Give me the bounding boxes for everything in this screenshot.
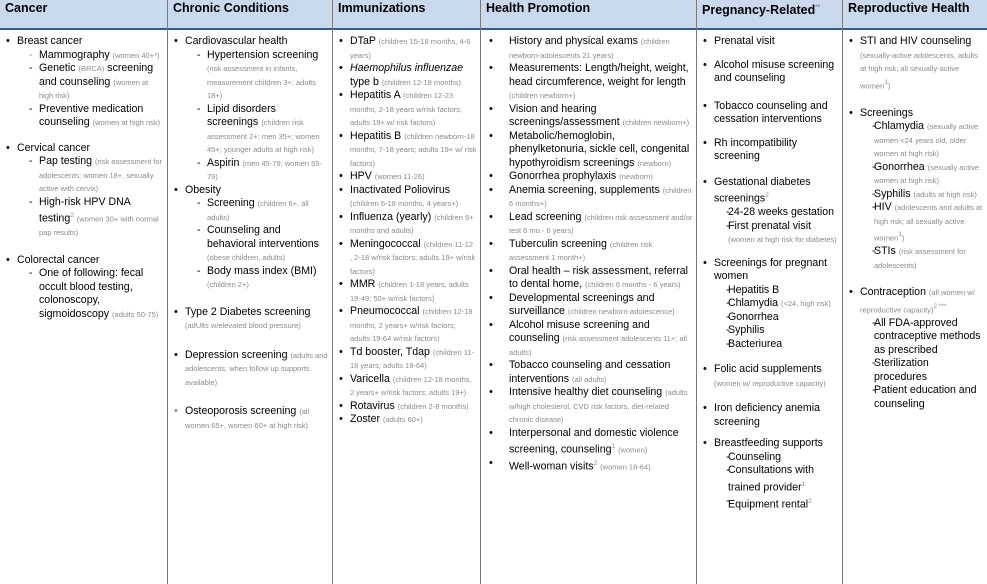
- list-item: - Sterilization procedures: [860, 357, 984, 384]
- list-item: • Intensive healthy diet counseling (adults w/high cholesterol, CVD risk factors, diet-related chronic disease): [487, 386, 693, 427]
- list-item: - Gonorrhea (sexually active women at high risk): [860, 161, 984, 188]
- list-item: • Screenings for pregnant women - Hepatitis B - Chlamydia (<24, high risk) - Gonorrhea - Syphilis - Bacteriurea: [701, 257, 839, 352]
- list-item: - Chlamydia (sexually active women <24 years old, older women at high risk): [860, 120, 984, 161]
- list-item: - HIV (adolescents and adults at high risk; all sexually active women$^1$): [860, 201, 984, 245]
- list-item: - Chlamydia (<24, high risk): [714, 297, 839, 311]
- list-item: - First prenatal visit (women at high risk for diabetes): [714, 220, 839, 247]
- column-chronic-conditions: [168, 0, 333, 584]
- list-item: • Well-woman visits$^2$ (women 18-64): [487, 457, 693, 474]
- list-item: • Measurements: Length/height, weight, head circumference, weight for length (children newborn+): [487, 62, 693, 103]
- list-item: • HPV (women 11-26): [337, 170, 477, 184]
- header-reproductive-health: Reproductive Health: [843, 0, 987, 30]
- list-item: • Metabolic/hemoglobin, phenylketonuria, sickle cell, congenital hypothyroidism screenings (newborn): [487, 130, 693, 171]
- list-item: • Depression screening (adults and adolescents, when follow up supports available): [172, 349, 329, 390]
- list-item: • Colorectal cancer - One of following: fecal occult blood testing, colonoscopy, sigmoidoscopy (adults 50-75): [4, 254, 164, 322]
- column-pregnancy-related: [697, 0, 843, 584]
- list-item: - Hepatitis B: [714, 284, 839, 298]
- list-item: - Syphilis (adults at high risk): [860, 188, 984, 202]
- list-item: • Interpersonal and domestic violence screening, counseling$^1$ (women): [487, 427, 693, 458]
- list-item: • Tobacco counseling and cessation interventions (all adults): [487, 359, 693, 386]
- list-item: • Alcohol misuse screening and counseling (risk assessment adolescents 11+; all adults): [487, 319, 693, 360]
- list-item: - Counseling: [714, 451, 839, 465]
- list-item: - Pap testing (risk assessment for adolescents; women 18+, sexually active with cervix): [17, 155, 164, 196]
- list-item: • Alcohol misuse screening and counseling: [701, 59, 839, 86]
- list-item: • Folic acid supplements (women w/ reproductive capacity): [701, 363, 839, 390]
- list-item: • MMR (children 1-18 years; adults 19-49; 50+ w/risk factors): [337, 278, 477, 305]
- list-item: - 24-28 weeks gestation: [714, 206, 839, 220]
- header-chronic-conditions: Chronic Conditions: [168, 0, 332, 30]
- column-health-promotion: [481, 0, 697, 584]
- list-item: • Hepatitis B (children newborn-18 months, 7-18 years; adults 19+ w/ risk factors): [337, 130, 477, 171]
- list-item: • Td booster, Tdap (children 11-18 years; adults 19-64): [337, 346, 477, 373]
- list-item: - Screening (children 6+, all adults): [185, 197, 329, 224]
- list-item: • Rh incompatibility screening: [701, 137, 839, 164]
- header-immunizations: Immunizations: [333, 0, 480, 30]
- list-item: • Inactivated Poliovirus (children 6-18 months, 4 years+): [337, 184, 477, 211]
- list-item: • Meningococcal (children 11-12 , 2-18 w/risk factors; adults 19+ w/risk factors): [337, 238, 477, 279]
- list-item: • Cardiovascular health - Hypertension screening (risk assessment in infants, measurement children 3+; adults 18+) - Lipid disorders screenings (children risk assessment 2+: men 35+; women 45+; younger adults at high risk) - Aspirin (men 45-79; women 55-79): [172, 35, 329, 184]
- list-item: - All FDA-approved contraceptive methods as prescribed: [860, 317, 984, 358]
- list-item: • STI and HIV counseling (sexually-active adolescents, adults at high risk; all sexually-active women$^1$): [847, 35, 984, 93]
- list-item: • Rotavirus (children 2-8 months): [337, 400, 477, 414]
- header-pregnancy-related: Pregnancy-Related**: [697, 0, 842, 30]
- list-item: • DTaP (children 15-18 months, 4-6 years): [337, 35, 477, 62]
- list-item: - One of following: fecal occult blood testing, colonoscopy, sigmoidoscopy (adults 50-75): [17, 267, 164, 321]
- list-item: • Gonorrhea prophylaxis (newborn): [487, 170, 693, 184]
- list-item: • History and physical exams (children newborn-adolescents 21 years): [487, 35, 693, 62]
- list-item: • Varicella (children 12-18 months, 2 years+ w/risk factors; adults 19+): [337, 373, 477, 400]
- list-item: - Genetic (BRCA) screening and counseling (women at high risk): [17, 62, 164, 103]
- list-item: • Breast cancer - Mammography (women 40+*) - Genetic (BRCA) screening and counseling (women at high risk) - Preventive medication counseling (women at high risk): [4, 35, 164, 130]
- list-item: - Body mass index (BMI) (children 2+): [185, 265, 329, 292]
- column-cancer: [0, 0, 168, 584]
- list-item: - Hypertension screening (risk assessment in infants, measurement children 3+; adults 18+): [185, 49, 329, 103]
- header-health-promotion: Health Promotion: [481, 0, 696, 30]
- list-item: • Vision and hearing screenings/assessment (children newborn+): [487, 103, 693, 130]
- column-reproductive-health: [843, 0, 987, 584]
- list-item: - Lipid disorders screenings (children risk assessment 2+: men 35+; women 45+; younger adults at high risk): [185, 103, 329, 157]
- list-item: • Influenza (yearly) (children 6+ months and adults): [337, 211, 477, 238]
- column-immunizations: [333, 0, 481, 584]
- list-item: - Preventive medication counseling (women at high risk): [17, 103, 164, 130]
- list-item: • Iron deficiency anemia screening: [701, 402, 839, 429]
- list-item: • Tuberculin screening (children risk assessment 1 month+): [487, 238, 693, 265]
- list-item: • Pneumococcal (children 12-18 months, 2 years+ w/risk factors; adults 19-64 w/risk factors): [337, 305, 477, 346]
- list-item: • Haemophilus influenzae type b (children 12-18 months): [337, 62, 477, 89]
- list-item: - High-risk HPV DNA testing$^2$ (women 30+ with normal pap results): [17, 196, 164, 240]
- list-item: • Oral health – risk assessment, referral to dental home, (children 6 months - 6 years): [487, 265, 693, 292]
- list-item: • Osteoporosis screening (all women 65+, women 60+ at high risk): [172, 405, 329, 432]
- list-item: - Mammography (women 40+*): [17, 49, 164, 63]
- list-item: • Developmental screenings and surveillance (children newborn-adolescence): [487, 292, 693, 319]
- header-cancer: Cancer: [0, 0, 167, 30]
- list-item: • Lead screening (children risk assessment and/or test 6 mo.- 6 years): [487, 211, 693, 238]
- list-item: • Hepatitis A (children 12-23 months, 2-18 years w/risk factors; adults 19+ w/ risk factors): [337, 89, 477, 130]
- list-item: • Anemia screening, supplements (children 6 months+): [487, 184, 693, 211]
- list-item: • Prenatal visit: [701, 35, 839, 49]
- list-item: - Aspirin (men 45-79; women 55-79): [185, 157, 329, 184]
- list-item: • Tobacco counseling and cessation interventions: [701, 100, 839, 127]
- list-item: - Gonorrhea: [714, 311, 839, 325]
- list-item: • Gestational diabetes screenings$^2$ - 24-28 weeks gestation - First prenatal visit (women at high risk for diabetes): [701, 176, 839, 247]
- list-item: • Obesity - Screening (children 6+, all adults) - Counseling and behavioral interventions (obese children, adults) - Body mass index (BMI) (children 2+): [172, 184, 329, 292]
- list-item: • Type 2 Diabetes screening (adUlts w/elevated blood pressure): [172, 306, 329, 333]
- list-item: - STIs (risk assessment for adolescents): [860, 245, 984, 272]
- list-item: - Syphilis: [714, 324, 839, 338]
- list-item: - Equipment rental$^2$: [714, 495, 839, 512]
- list-item: - Bacteriurea: [714, 338, 839, 352]
- list-item: • Screenings - Chlamydia (sexually active women <24 years old, older women at high risk) - Gonorrhea (sexually active women at high risk) - Syphilis (adults at high risk) - HIV (adolescents and adults at high risk; all sexually active women$^1$) - STIs (risk assessment for adolescents): [847, 107, 984, 273]
- list-item: • Contraception (all women w/ reproductive capacity)$^{2 ***}$ - All FDA-approved contraceptive methods as prescribed - Sterilization procedures - Patient education and counseling: [847, 286, 984, 411]
- list-item: • Cervical cancer - Pap testing (risk assessment for adolescents; women 18+, sexually active with cervix) - High-risk HPV DNA testing$^2$ (women 30+ with normal pap results): [4, 142, 164, 240]
- list-item: • Zoster (adults 60+): [337, 413, 477, 427]
- list-item: • Breastfeeding supports - Counseling - Consultations with trained provider$^1$ - Equipment rental$^2$: [701, 437, 839, 512]
- list-item: - Consultations with trained provider$^1$: [714, 464, 839, 495]
- list-item: - Patient education and counseling: [860, 384, 984, 411]
- list-item: - Counseling and behavioral interventions (obese children, adults): [185, 224, 329, 265]
